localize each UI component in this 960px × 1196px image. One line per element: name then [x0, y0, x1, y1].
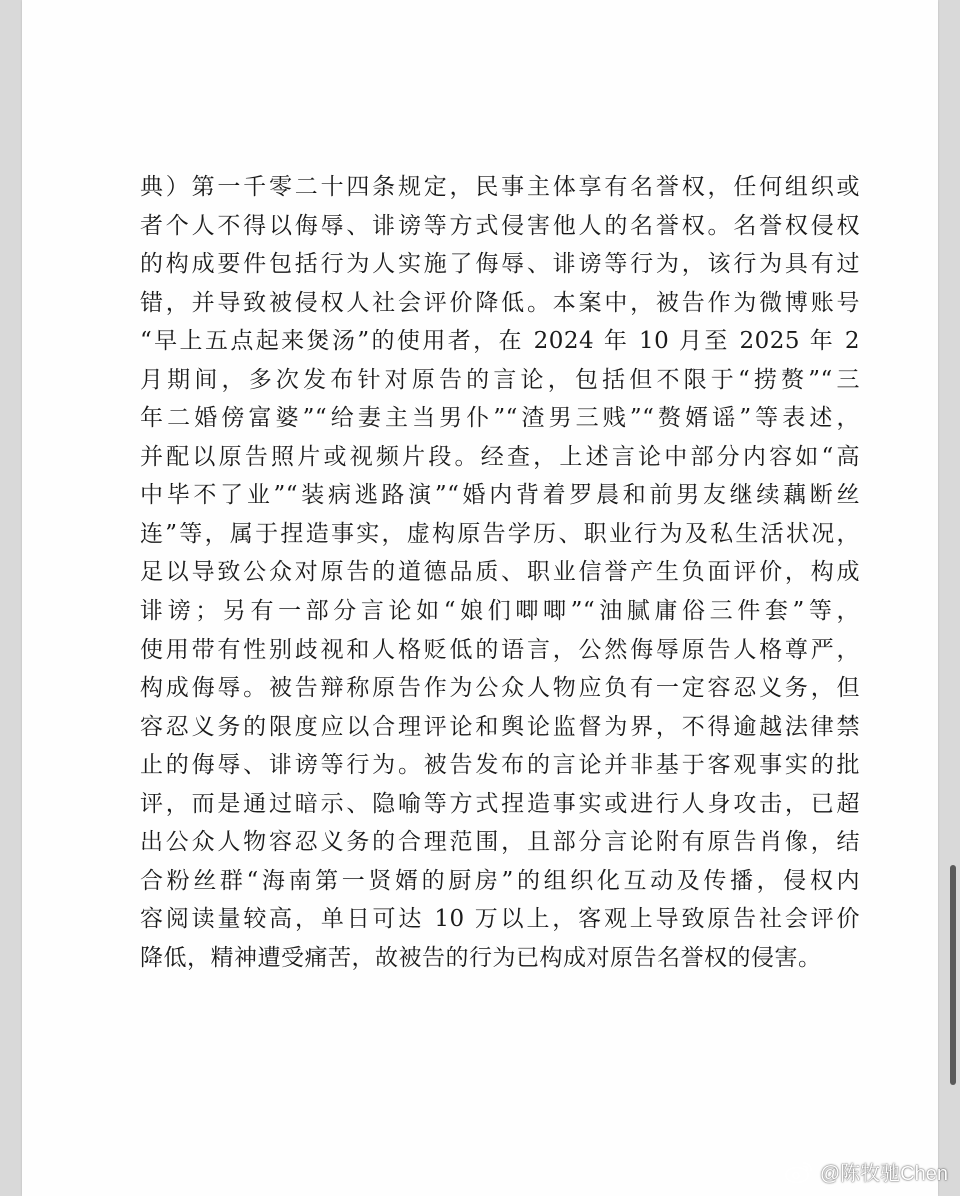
- text-line: 构成侮辱。被告辩称原告作为公众人物应负有一定容忍义务，但: [140, 675, 860, 702]
- text-line: 的构成要件包括行为人实施了侮辱、诽谤等行为，该行为具有过: [140, 251, 860, 278]
- text-line: 评，而是通过暗示、隐喻等方式捏造事实或进行人身攻击，已超: [140, 790, 860, 817]
- watermark: [784, 1157, 948, 1186]
- vertical-scrollbar[interactable]: [946, 0, 960, 1196]
- text-line: 并配以原告照片或视频片段。经查，上述言论中部分内容如“高: [140, 443, 860, 470]
- text-line: 月期间，多次发布针对原告的言论，包括但不限于“捞赘”“三: [140, 366, 860, 393]
- text-line: 容阅读量较高，单日可达 10 万以上，客观上导致原告社会评价: [140, 906, 860, 933]
- text-line: 者个人不得以侮辱、诽谤等方式侵害他人的名誉权。名誉权侵权: [140, 212, 860, 239]
- text-line: 容忍义务的限度应以合理评论和舆论监督为界，不得逾越法律禁: [140, 713, 860, 740]
- text-line: 连”等，属于捏造事实，虚构原告学历、职业行为及私生活状况，: [140, 520, 860, 547]
- watermark-text: @陈牧驰Chen: [819, 1163, 948, 1185]
- scrollbar-thumb[interactable]: [950, 865, 956, 1085]
- text-line: 合粉丝群“海南第一贤婿的厨房”的组织化互动及传播，侵权内: [140, 867, 860, 894]
- text-line: 足以导致公众对原告的道德品质、职业信誉产生负面评价，构成: [140, 559, 860, 586]
- text-line: 中毕不了业”“装病逃路演”“婚内背着罗晨和前男友继续藕断丝: [140, 482, 860, 509]
- text-line: 使用带有性别歧视和人格贬低的语言，公然侮辱原告人格尊严，: [140, 636, 860, 663]
- text-line: 典）第一千零二十四条规定，民事主体享有名誉权，任何组织或: [140, 174, 860, 200]
- weibo-icon: [784, 1160, 814, 1184]
- text-line: 降低，精神遭受痛苦，故被告的行为已构成对原告名誉权的侵害。: [140, 944, 822, 971]
- text-line: 止的侮辱、诽谤等行为。被告发布的言论并非基于客观事实的批: [140, 752, 860, 779]
- text-line: 年二婚傍富婆”“给妻主当男仆”“渣男三贱”“赘婿谣”等表述，: [140, 405, 860, 432]
- text-line: 出公众人物容忍义务的合理范围，且部分言论附有原告肖像，结: [140, 829, 860, 856]
- text-line: “早上五点起来煲汤”的使用者，在 2024 年 10 月至 2025 年 2: [140, 328, 860, 355]
- document-body: [140, 168, 860, 977]
- text-line: 错，并导致被侵权人社会评价降低。本案中，被告作为微博账号: [140, 289, 860, 316]
- document-page: [22, 0, 938, 1196]
- text-line: 诽谤；另有一部分言论如“娘们唧唧”“油腻庸俗三件套”等，: [140, 598, 860, 625]
